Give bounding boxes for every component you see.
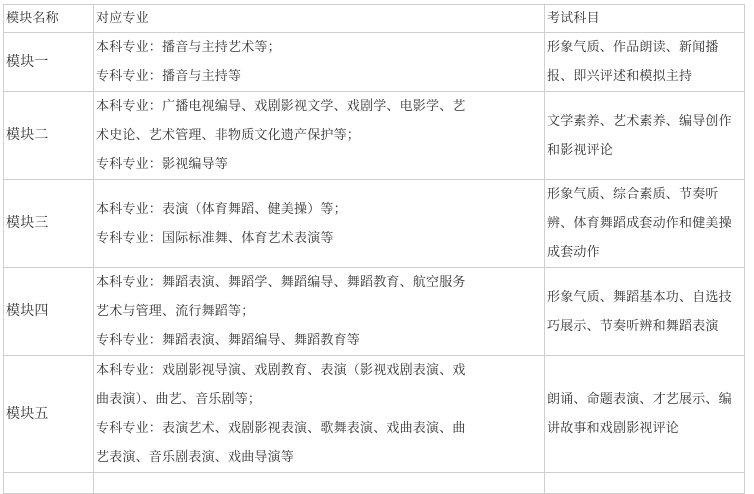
header-subjects: 考试科目 bbox=[545, 5, 745, 33]
table-row bbox=[4, 92, 745, 180]
subjects-cell: 形象气质、舞蹈基本功、自选技巧展示、节奏听辨和舞蹈表演 bbox=[545, 268, 745, 356]
table-row bbox=[4, 356, 745, 473]
major-line: 本科专业：广播电视编导、戏剧影视文学、戏剧学、电影学、艺 bbox=[96, 99, 466, 114]
major-cell bbox=[94, 268, 545, 356]
empty-cell bbox=[94, 473, 545, 494]
exam-subjects-table bbox=[3, 4, 745, 494]
module-name: 模块三 bbox=[4, 180, 94, 268]
major-line: 专科专业：国际标准舞、体育艺术表演等 bbox=[96, 230, 334, 246]
major-cell bbox=[94, 356, 545, 473]
major-line: 专科专业：表演艺术、戏剧影视表演、歌舞表演、戏曲表演、曲 bbox=[96, 421, 466, 436]
major-line: 术史论、艺术管理、非物质文化遗产保护等； bbox=[96, 128, 361, 143]
module-name: 模块一 bbox=[4, 33, 94, 92]
major-line: 专科专业：播音与主持等 bbox=[96, 69, 242, 84]
subjects-cell: 形象气质、综合素质、节奏听辨、体育舞蹈成套动作和健美操成套动作 bbox=[545, 180, 745, 268]
major-line: 本科专业：戏剧影视导演、戏剧教育、表演（影视戏剧表演、戏 bbox=[96, 363, 466, 378]
major-line: 本科专业：播音与主持艺术等； bbox=[96, 40, 281, 55]
table-row-partial bbox=[4, 473, 745, 494]
major-line: 曲表演）、曲艺、音乐剧等； bbox=[96, 392, 262, 407]
subjects-cell: 文学素养、艺术素养、编导创作和影视评论 bbox=[545, 92, 745, 180]
major-cell bbox=[94, 33, 545, 92]
major-line: 本科专业：表演（体育舞蹈、健美操）等； bbox=[96, 201, 347, 217]
major-line: 专科专业：舞蹈表演、舞蹈编导、舞蹈教育等 bbox=[96, 333, 361, 348]
subjects-cell: 形象气质、作品朗读、新闻播报、即兴评述和模拟主持 bbox=[545, 33, 745, 92]
empty-cell bbox=[545, 473, 745, 494]
header-major: 对应专业 bbox=[94, 5, 545, 33]
module-name: 模块二 bbox=[4, 92, 94, 180]
major-cell bbox=[94, 180, 545, 268]
major-line: 专科专业：影视编导等 bbox=[96, 157, 229, 172]
table-header-row bbox=[4, 5, 745, 33]
subjects-cell: 朗诵、命题表演、才艺展示、编讲故事和戏剧影视评论 bbox=[545, 356, 745, 473]
major-line: 本科专业：舞蹈表演、舞蹈学、舞蹈编导、舞蹈教育、航空服务 bbox=[96, 275, 466, 290]
table-row bbox=[4, 33, 745, 92]
major-cell bbox=[94, 92, 545, 180]
table-row bbox=[4, 180, 745, 268]
module-name: 模块五 bbox=[4, 356, 94, 473]
major-line: 艺术与管理、流行舞蹈等； bbox=[96, 304, 255, 319]
empty-cell bbox=[4, 473, 94, 494]
header-module: 模块名称 bbox=[4, 5, 94, 33]
table-row bbox=[4, 268, 745, 356]
major-line: 艺表演、音乐剧表演、戏曲导演等 bbox=[96, 450, 295, 465]
module-name: 模块四 bbox=[4, 268, 94, 356]
